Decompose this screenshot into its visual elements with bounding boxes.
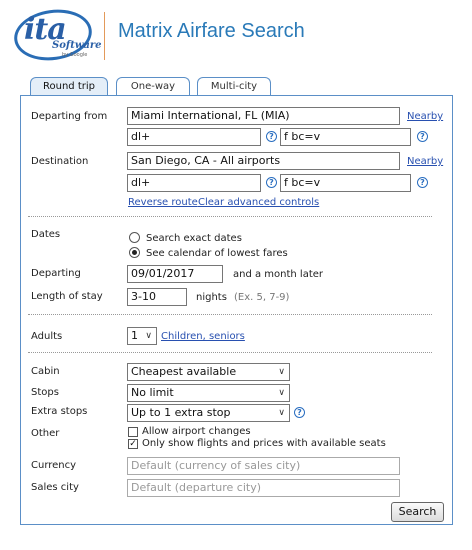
departing-date-input[interactable]: 09/01/2017	[127, 265, 223, 283]
chevron-down-icon: ∨	[145, 331, 152, 341]
reverse-route-link[interactable]: Reverse route	[128, 197, 198, 208]
sales-city-label: Sales city	[31, 482, 79, 493]
calendar-lowest-fares-label: See calendar of lowest fares	[146, 248, 288, 259]
destination-label: Destination	[31, 156, 89, 167]
ita-logo-software: Software	[52, 40, 102, 51]
header-divider	[104, 12, 105, 60]
stops-value: No limit	[131, 386, 174, 399]
currency-label: Currency	[31, 460, 77, 471]
origin-routing-input[interactable]: dl+	[127, 128, 261, 146]
cabin-select[interactable]	[127, 363, 290, 381]
adults-label: Adults	[31, 331, 63, 342]
children-seniors-link[interactable]: Children, seniors	[161, 331, 245, 342]
tab-round-trip[interactable]: Round trip	[30, 77, 108, 96]
destination-routing-help-icon[interactable]: ?	[266, 177, 277, 188]
origin-extension-help-icon[interactable]: ?	[417, 131, 428, 142]
departing-from-label: Departing from	[31, 111, 108, 122]
calendar-lowest-fares-radio[interactable]	[129, 247, 140, 258]
cabin-label: Cabin	[31, 366, 60, 377]
stops-select[interactable]	[127, 384, 290, 402]
dates-label: Dates	[31, 229, 61, 240]
tab-multi-city[interactable]: Multi-city	[197, 77, 271, 95]
chevron-down-icon: ∨	[278, 367, 285, 377]
extra-stops-label: Extra stops	[31, 406, 88, 417]
adults-value: 1	[131, 329, 138, 342]
clear-advanced-controls-link[interactable]: Clear advanced controls	[198, 197, 320, 208]
cabin-value: Cheapest available	[131, 365, 237, 378]
allow-airport-changes-label: Allow airport changes	[142, 426, 251, 437]
chevron-down-icon: ∨	[278, 408, 285, 418]
adults-select[interactable]	[127, 327, 157, 345]
search-exact-dates-label: Search exact dates	[146, 233, 242, 244]
origin-extension-input[interactable]: f bc=v	[280, 128, 411, 146]
nights-label: nights	[196, 292, 227, 303]
tab-one-way[interactable]: One-way	[116, 77, 190, 95]
search-exact-dates-radio[interactable]	[129, 232, 140, 243]
length-of-stay-label: Length of stay	[31, 291, 103, 302]
departing-range-text: and a month later	[233, 269, 324, 280]
extra-stops-value: Up to 1 extra stop	[131, 406, 231, 419]
destination-input[interactable]: San Diego, CA - All airports	[127, 152, 400, 170]
extra-stops-select[interactable]	[127, 404, 290, 422]
stops-label: Stops	[31, 387, 59, 398]
search-button[interactable]: Search	[391, 502, 444, 522]
length-of-stay-hint: (Ex. 5, 7-9)	[234, 292, 290, 303]
other-label: Other	[31, 428, 60, 439]
section-divider	[28, 216, 432, 217]
destination-extension-help-icon[interactable]: ?	[417, 177, 428, 188]
origin-input[interactable]: Miami International, FL (MIA)	[127, 107, 400, 125]
departing-date-label: Departing	[31, 268, 81, 279]
chevron-down-icon: ∨	[278, 388, 285, 398]
only-available-seats-label: Only show flights and prices with available seats	[142, 438, 386, 449]
only-available-seats-checkbox[interactable]	[128, 439, 138, 449]
extra-stops-help-icon[interactable]: ?	[294, 407, 305, 418]
ita-logo-by-google: by Google	[62, 52, 88, 58]
length-of-stay-input[interactable]: 3-10	[127, 288, 187, 306]
allow-airport-changes-checkbox[interactable]	[128, 427, 138, 437]
destination-routing-input[interactable]: dl+	[127, 174, 261, 192]
section-divider	[28, 352, 432, 353]
page-title: Matrix Airfare Search	[118, 20, 305, 42]
origin-nearby-link[interactable]: Nearby	[407, 111, 444, 122]
ita-logo-text: ita	[24, 12, 66, 47]
destination-nearby-link[interactable]: Nearby	[407, 156, 444, 167]
currency-input[interactable]: Default (currency of sales city)	[127, 457, 400, 475]
sales-city-input[interactable]: Default (departure city)	[127, 479, 400, 497]
section-divider	[28, 314, 432, 315]
origin-routing-help-icon[interactable]: ?	[266, 131, 277, 142]
destination-extension-input[interactable]: f bc=v	[280, 174, 411, 192]
checkmark-icon: ✓	[129, 439, 137, 449]
